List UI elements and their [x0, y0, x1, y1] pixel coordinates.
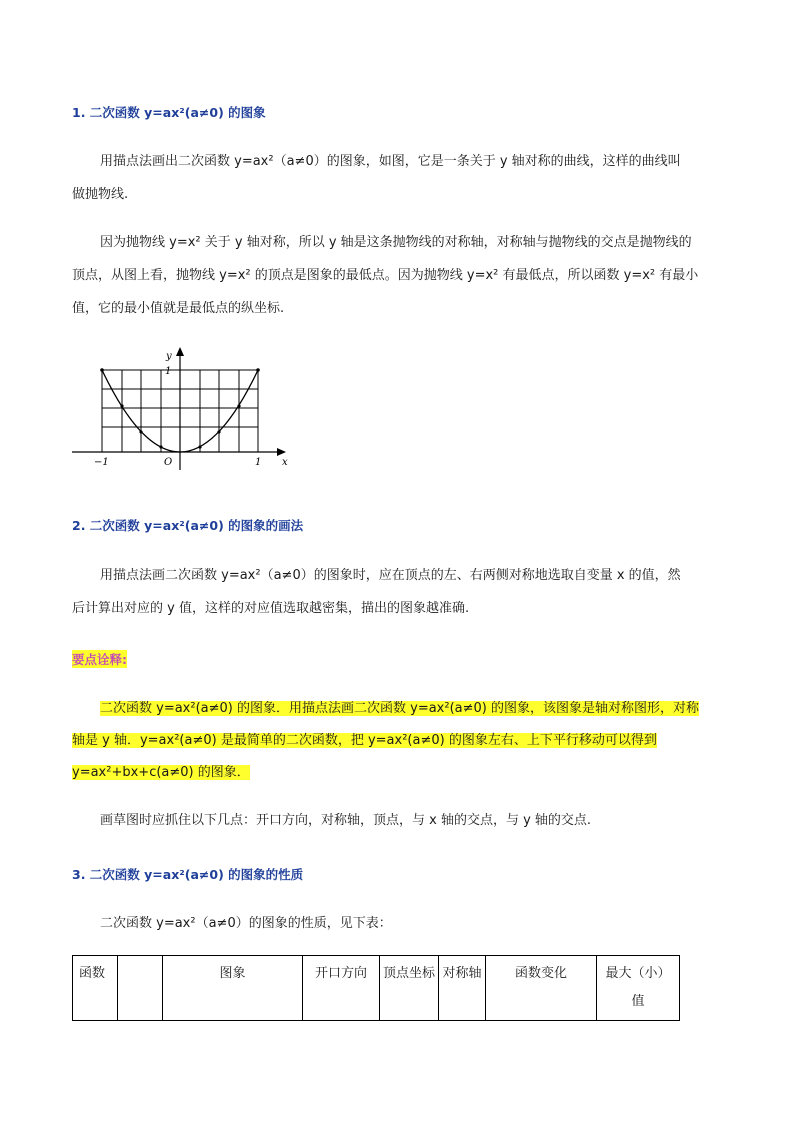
table-header-cell — [118, 956, 163, 1021]
table-header-cell: 对称轴 — [439, 956, 486, 1021]
sketch-tips: 画草图时应抓住以下几点：开口方向，对称轴，顶点，与 x 轴的交点，与 y 轴的交点. — [100, 813, 592, 828]
table-header-cell: 函数变化 — [486, 956, 597, 1021]
section1-paragraph1-line2: 做抛物线. — [72, 187, 129, 202]
tick-label-pos1: 1 — [255, 457, 262, 468]
key-points-line2 — [72, 724, 657, 757]
table-header-cell: 函数 — [73, 956, 118, 1021]
section1-paragraph2-line2: 顶点，从图上看，抛物线 y=x² 的顶点是图象的最低点。因为抛物线 y=x² 有最低点，所以函数 y=x² 有最小 — [72, 268, 699, 283]
table-header-cell: 开口方向 — [303, 956, 380, 1021]
section1-heading: 1. 二次函数 y=ax²(a≠0) 的图象 — [72, 105, 266, 120]
x-axis-arrow — [277, 448, 286, 456]
properties-table — [72, 955, 680, 1021]
y-axis-arrow — [176, 347, 184, 356]
key-points-label: 要点诠释: — [72, 652, 127, 667]
tick-label-neg1: −1 — [94, 457, 109, 468]
section1-paragraph1-line1: 用描点法画出二次函数 y=ax²（a≠0）的图象，如图，它是一条关于 y 轴对称的曲线，这样的曲线叫 — [100, 154, 681, 169]
section1-paragraph2-line3: 值，它的最小值就是最低点的纵坐标. — [72, 301, 285, 316]
section2-paragraph-line2: 后计算出对应的 y 值，这样的对应值选取越密集，描出的图象越准确. — [72, 601, 470, 616]
section2-heading: 2. 二次函数 y=ax²(a≠0) 的图象的画法 — [72, 518, 304, 533]
section2-paragraph-line1: 用描点法画二次函数 y=ax²（a≠0）的图象时，应在顶点的左、右两侧对称地选取自变量 x 的值，然 — [100, 568, 681, 583]
x-axis-label: x — [282, 457, 288, 468]
key-points-line3 — [72, 756, 250, 789]
y-axis-label: y — [166, 351, 172, 362]
table-header-cell: 最大（小）值 — [597, 956, 680, 1021]
section1-paragraph2-line1: 因为抛物线 y=x² 关于 y 轴对称，所以 y 轴是这条抛物线的对称轴，对称轴与抛物线的交点是抛物线的 — [100, 235, 692, 250]
origin-label: O — [164, 457, 173, 468]
table-header-row — [73, 956, 680, 1021]
tick-label-y1: 1 — [165, 366, 172, 377]
key-points-line1-text: 二次函数 y=ax²(a≠0) 的图象．用描点法画二次函数 y=ax²(a≠0) 的图象，该图象是轴对称图形，对称 — [100, 701, 699, 716]
key-points-line3-text: y=ax²+bx+c(a≠0) 的图象． — [72, 765, 250, 780]
parabola-graph — [70, 345, 290, 475]
section3-heading: 3. 二次函数 y=ax²(a≠0) 的图象的性质 — [72, 867, 304, 882]
key-points-line2-text: 轴是 y 轴．y=ax²(a≠0) 是最简单的二次函数，把 y=ax²(a≠0) 的图象左右、上下平行移动可以得到 — [72, 733, 657, 748]
table-header-cell: 顶点坐标 — [380, 956, 439, 1021]
key-points-line1 — [100, 692, 699, 725]
table-header-cell: 图象 — [163, 956, 303, 1021]
section3-intro: 二次函数 y=ax²（a≠0）的图象的性质，见下表： — [100, 916, 392, 931]
